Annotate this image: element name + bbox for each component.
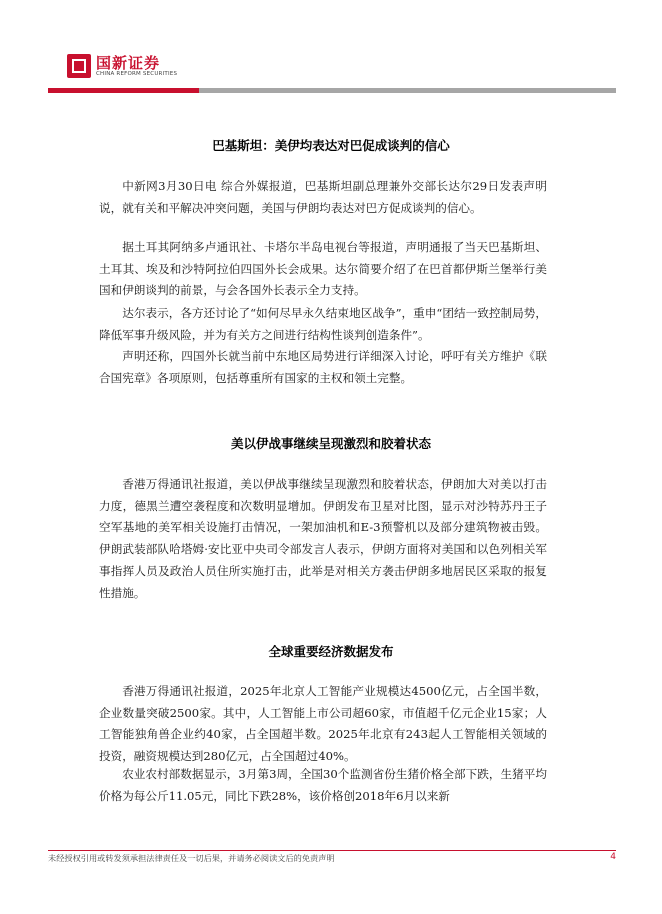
paragraph: 中新网3月30日电 综合外媒报道，巴基斯坦副总理兼外交部长达尔29日发表声明说，就有关和平解决冲突问题，美国与伊朗均表达对巴方促成谈判的信心。 xyxy=(99,179,547,215)
brand-logo xyxy=(67,53,177,79)
logo-english-name: CHINA REFORM SECURITIES xyxy=(96,70,178,77)
logo-chinese-name: 国新证券 xyxy=(96,53,161,72)
page-number: 4 xyxy=(610,852,616,862)
paragraph: 达尔表示，各方还讨论了“如何尽早永久结束地区战争”，重申“团结一致控制局势，降低军事升级风险，并为有关方之间进行结构性谈判创造条件”。 xyxy=(99,306,547,342)
footer-disclaimer: 未经授权引用或转发须承担法律责任及一切后果，并请务必阅读文后的免责声明 xyxy=(48,853,335,863)
section-title: 美以伊战事继续呈现激烈和胶着状态 xyxy=(230,436,431,451)
paragraph: 据土耳其阿纳多卢通讯社、卡塔尔半岛电视台等报道，声明通报了当天巴基斯坦、土耳其、埃及和沙特阿拉伯四国外长会成果。达尔简要介绍了在巴首都伊斯兰堡举行美国和伊朗谈判的前景，与会各国外长表示全力支持。 xyxy=(99,240,547,298)
footer-rule xyxy=(48,850,616,851)
paragraph: 农业农村部数据显示，3月第3周，全国30个监测省份生猪价格全部下跌，生猪平均价格为每公斤11.05元，同比下跌28%，该价格创2018年6月以来新 xyxy=(99,767,547,803)
logo-icon xyxy=(67,54,91,78)
header-rule-gray xyxy=(199,88,616,93)
section-title: 巴基斯坦：美伊均表达对巴促成谈判的信心 xyxy=(212,138,450,153)
paragraph: 香港万得通讯社报道，2025年北京人工智能产业规模达4500亿元，占全国半数，企业数量突破2500家。其中，人工智能上市公司超60家，市值超千亿元企业15家；人工智能独角兽企业约40家，占全国超半数。2025年北京有243起人工智能相关领域的投资，融资规模达到280亿元，占全国超过40%。 xyxy=(99,684,547,764)
paragraph: 香港万得通讯社报道，美以伊战事继续呈现激烈和胶着状态，伊朗加大对美以打击力度，德黑兰遭空袭程度和次数明显增加。伊朗发布卫星对比图，显示对沙特苏丹王子空军基地的美军相关设施打击情况，一架加油机和E-3预警机以及部分建筑物被击毁。伊朗武装部队哈塔姆·安比亚中央司令部发言人表示，伊朗方面将对美国和以色列相关军事指挥人员及政治人员住所实施打击，此举是对相关方袭击伊朗多地居民区采取的报复性措施。 xyxy=(99,477,547,600)
section-title: 全球重要经济数据发布 xyxy=(268,644,394,659)
paragraph: 声明还称，四国外长就当前中东地区局势进行详细深入讨论，呼吁有关方维护《联合国宪章》各项原则，包括尊重所有国家的主权和领土完整。 xyxy=(99,349,547,385)
header-rule-red xyxy=(48,88,199,93)
